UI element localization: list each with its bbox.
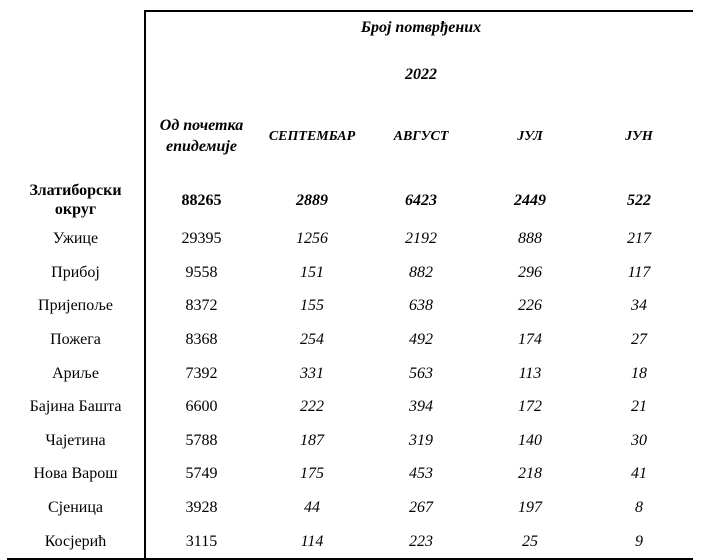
column-header-since-start: Од почетка епидемије bbox=[159, 117, 244, 155]
municipality-name: Косјерић bbox=[7, 524, 145, 559]
value-september: 155 bbox=[300, 297, 324, 315]
municipality-name: Пријепоље bbox=[7, 289, 145, 323]
column-header-july: ЈУЛ bbox=[517, 128, 543, 144]
district-value-august: 6423 bbox=[405, 191, 437, 209]
value-since-start: 8368 bbox=[185, 331, 218, 349]
column-header-september: СЕПТЕМБАР bbox=[268, 128, 356, 144]
value-september: 1256 bbox=[296, 230, 328, 248]
value-july: 140 bbox=[518, 431, 542, 449]
value-june: 21 bbox=[631, 398, 647, 416]
header-columns-row bbox=[7, 94, 693, 178]
header-corner-cell bbox=[7, 11, 145, 54]
value-july: 296 bbox=[518, 263, 542, 281]
value-since-start: 9558 bbox=[185, 263, 218, 281]
value-june: 8 bbox=[635, 499, 643, 517]
value-july: 113 bbox=[518, 364, 542, 382]
value-june: 9 bbox=[585, 524, 693, 559]
value-august: 394 bbox=[409, 398, 433, 416]
municipality-name: Чајетина bbox=[7, 424, 145, 458]
value-since-start: 5749 bbox=[185, 465, 218, 483]
value-june: 18 bbox=[631, 364, 647, 382]
table-row bbox=[7, 491, 693, 525]
value-august: 563 bbox=[409, 364, 433, 382]
value-july: 172 bbox=[518, 398, 542, 416]
value-since-start: 6600 bbox=[185, 398, 218, 416]
value-september: 114 bbox=[257, 524, 367, 559]
municipality-name: Нова Варош bbox=[7, 457, 145, 491]
value-august: 223 bbox=[367, 524, 475, 559]
value-june: 217 bbox=[627, 230, 651, 248]
value-august: 453 bbox=[409, 465, 433, 483]
table-row bbox=[7, 289, 693, 323]
municipality-name: Прибој bbox=[7, 256, 145, 290]
value-september: 331 bbox=[300, 364, 324, 382]
value-july: 197 bbox=[518, 499, 542, 517]
table-row bbox=[7, 524, 693, 559]
column-header-june: ЈУН bbox=[625, 128, 653, 144]
value-july: 226 bbox=[518, 297, 542, 315]
municipality-name: Бајина Башта bbox=[7, 390, 145, 424]
header-caption: Број потврђених bbox=[257, 11, 585, 54]
district-value-july: 2449 bbox=[514, 191, 546, 209]
value-august: 319 bbox=[409, 431, 433, 449]
value-august: 492 bbox=[409, 331, 433, 349]
table-row bbox=[7, 222, 693, 256]
value-july: 174 bbox=[518, 331, 542, 349]
value-since-start: 5788 bbox=[185, 431, 218, 449]
value-september: 44 bbox=[304, 499, 320, 517]
value-september: 187 bbox=[300, 431, 324, 449]
column-header-august: АВГУСТ bbox=[393, 128, 449, 144]
header-caption-row bbox=[7, 11, 693, 54]
table-row bbox=[7, 356, 693, 390]
confirmed-cases-table bbox=[7, 10, 693, 560]
value-august: 2192 bbox=[405, 230, 437, 248]
value-august: 882 bbox=[409, 263, 433, 281]
municipality-name: Пожега bbox=[7, 323, 145, 357]
value-september: 222 bbox=[300, 398, 324, 416]
table-row bbox=[7, 457, 693, 491]
municipality-name: Ариље bbox=[7, 356, 145, 390]
district-total-row bbox=[7, 178, 693, 222]
value-since-start: 3928 bbox=[185, 499, 218, 517]
header-year: 2022 bbox=[405, 65, 437, 83]
value-july: 218 bbox=[518, 465, 542, 483]
value-september: 151 bbox=[300, 263, 324, 281]
value-september: 175 bbox=[300, 465, 324, 483]
district-value-june: 522 bbox=[627, 191, 651, 209]
district-name: Златиборски округ bbox=[7, 178, 145, 222]
district-value-september: 2889 bbox=[296, 191, 328, 209]
value-since-start: 8372 bbox=[185, 297, 218, 315]
value-since-start: 3115 bbox=[145, 524, 257, 559]
district-value-since-start: 88265 bbox=[181, 191, 222, 209]
value-june: 34 bbox=[631, 297, 647, 315]
table-row bbox=[7, 424, 693, 458]
value-june: 117 bbox=[627, 263, 651, 281]
value-since-start: 29395 bbox=[181, 230, 222, 248]
value-july: 888 bbox=[518, 230, 542, 248]
value-june: 27 bbox=[631, 331, 647, 349]
table-row bbox=[7, 323, 693, 357]
value-september: 254 bbox=[300, 331, 324, 349]
header-year-row bbox=[7, 54, 693, 94]
municipality-name: Сјеница bbox=[7, 491, 145, 525]
value-august: 267 bbox=[409, 499, 433, 517]
value-july: 25 bbox=[475, 524, 585, 559]
value-august: 638 bbox=[409, 297, 433, 315]
municipality-name: Ужице bbox=[7, 222, 145, 256]
table-row bbox=[7, 390, 693, 424]
table-row bbox=[7, 256, 693, 290]
value-since-start: 7392 bbox=[185, 364, 218, 382]
value-june: 41 bbox=[631, 465, 647, 483]
value-june: 30 bbox=[631, 431, 647, 449]
